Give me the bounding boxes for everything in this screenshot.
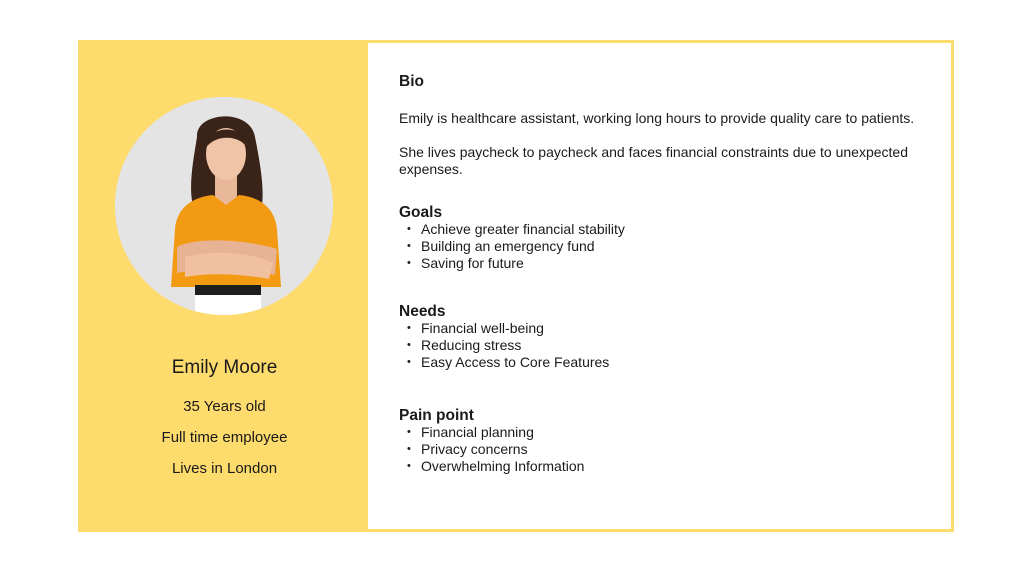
list-item: • Building an emergency fund	[399, 238, 919, 255]
list-item: • Achieve greater financial stability	[399, 221, 919, 238]
list-item: • Reducing stress	[399, 337, 919, 354]
profile-panel	[81, 43, 368, 529]
persona-location: Lives in London	[171, 460, 278, 477]
bio-title: Bio	[399, 73, 424, 90]
pain-points-list	[399, 424, 919, 475]
avatar	[115, 97, 333, 315]
person-photo-icon	[115, 97, 333, 315]
list-item: • Financial well-being	[399, 320, 919, 337]
persona-name: Emily Moore	[171, 357, 278, 378]
needs-section	[399, 303, 919, 371]
details-panel	[399, 73, 919, 475]
list-item: • Overwhelming Information	[399, 458, 919, 475]
bio-section	[399, 73, 919, 178]
goals-section	[399, 204, 919, 272]
pain-points-section	[399, 407, 919, 475]
pain-points-title: Pain point	[399, 407, 474, 424]
needs-title: Needs	[399, 303, 446, 320]
list-item: • Easy Access to Core Features	[399, 354, 919, 371]
goals-list	[399, 221, 919, 272]
persona-card	[78, 40, 954, 532]
list-item: • Privacy concerns	[399, 441, 919, 458]
bio-paragraph-2: She lives paycheck to paycheck and faces financial constraints due to unexpected expenses.	[399, 144, 908, 177]
needs-list	[399, 320, 919, 371]
list-item: • Financial planning	[399, 424, 919, 441]
list-item: • Saving for future	[399, 255, 919, 272]
bio-paragraph-1: Emily is healthcare assistant, working long hours to provide quality care to patients.	[399, 110, 915, 126]
persona-employment: Full time employee	[161, 429, 288, 446]
persona-age: 35 Years old	[183, 398, 266, 415]
goals-title: Goals	[399, 204, 443, 221]
